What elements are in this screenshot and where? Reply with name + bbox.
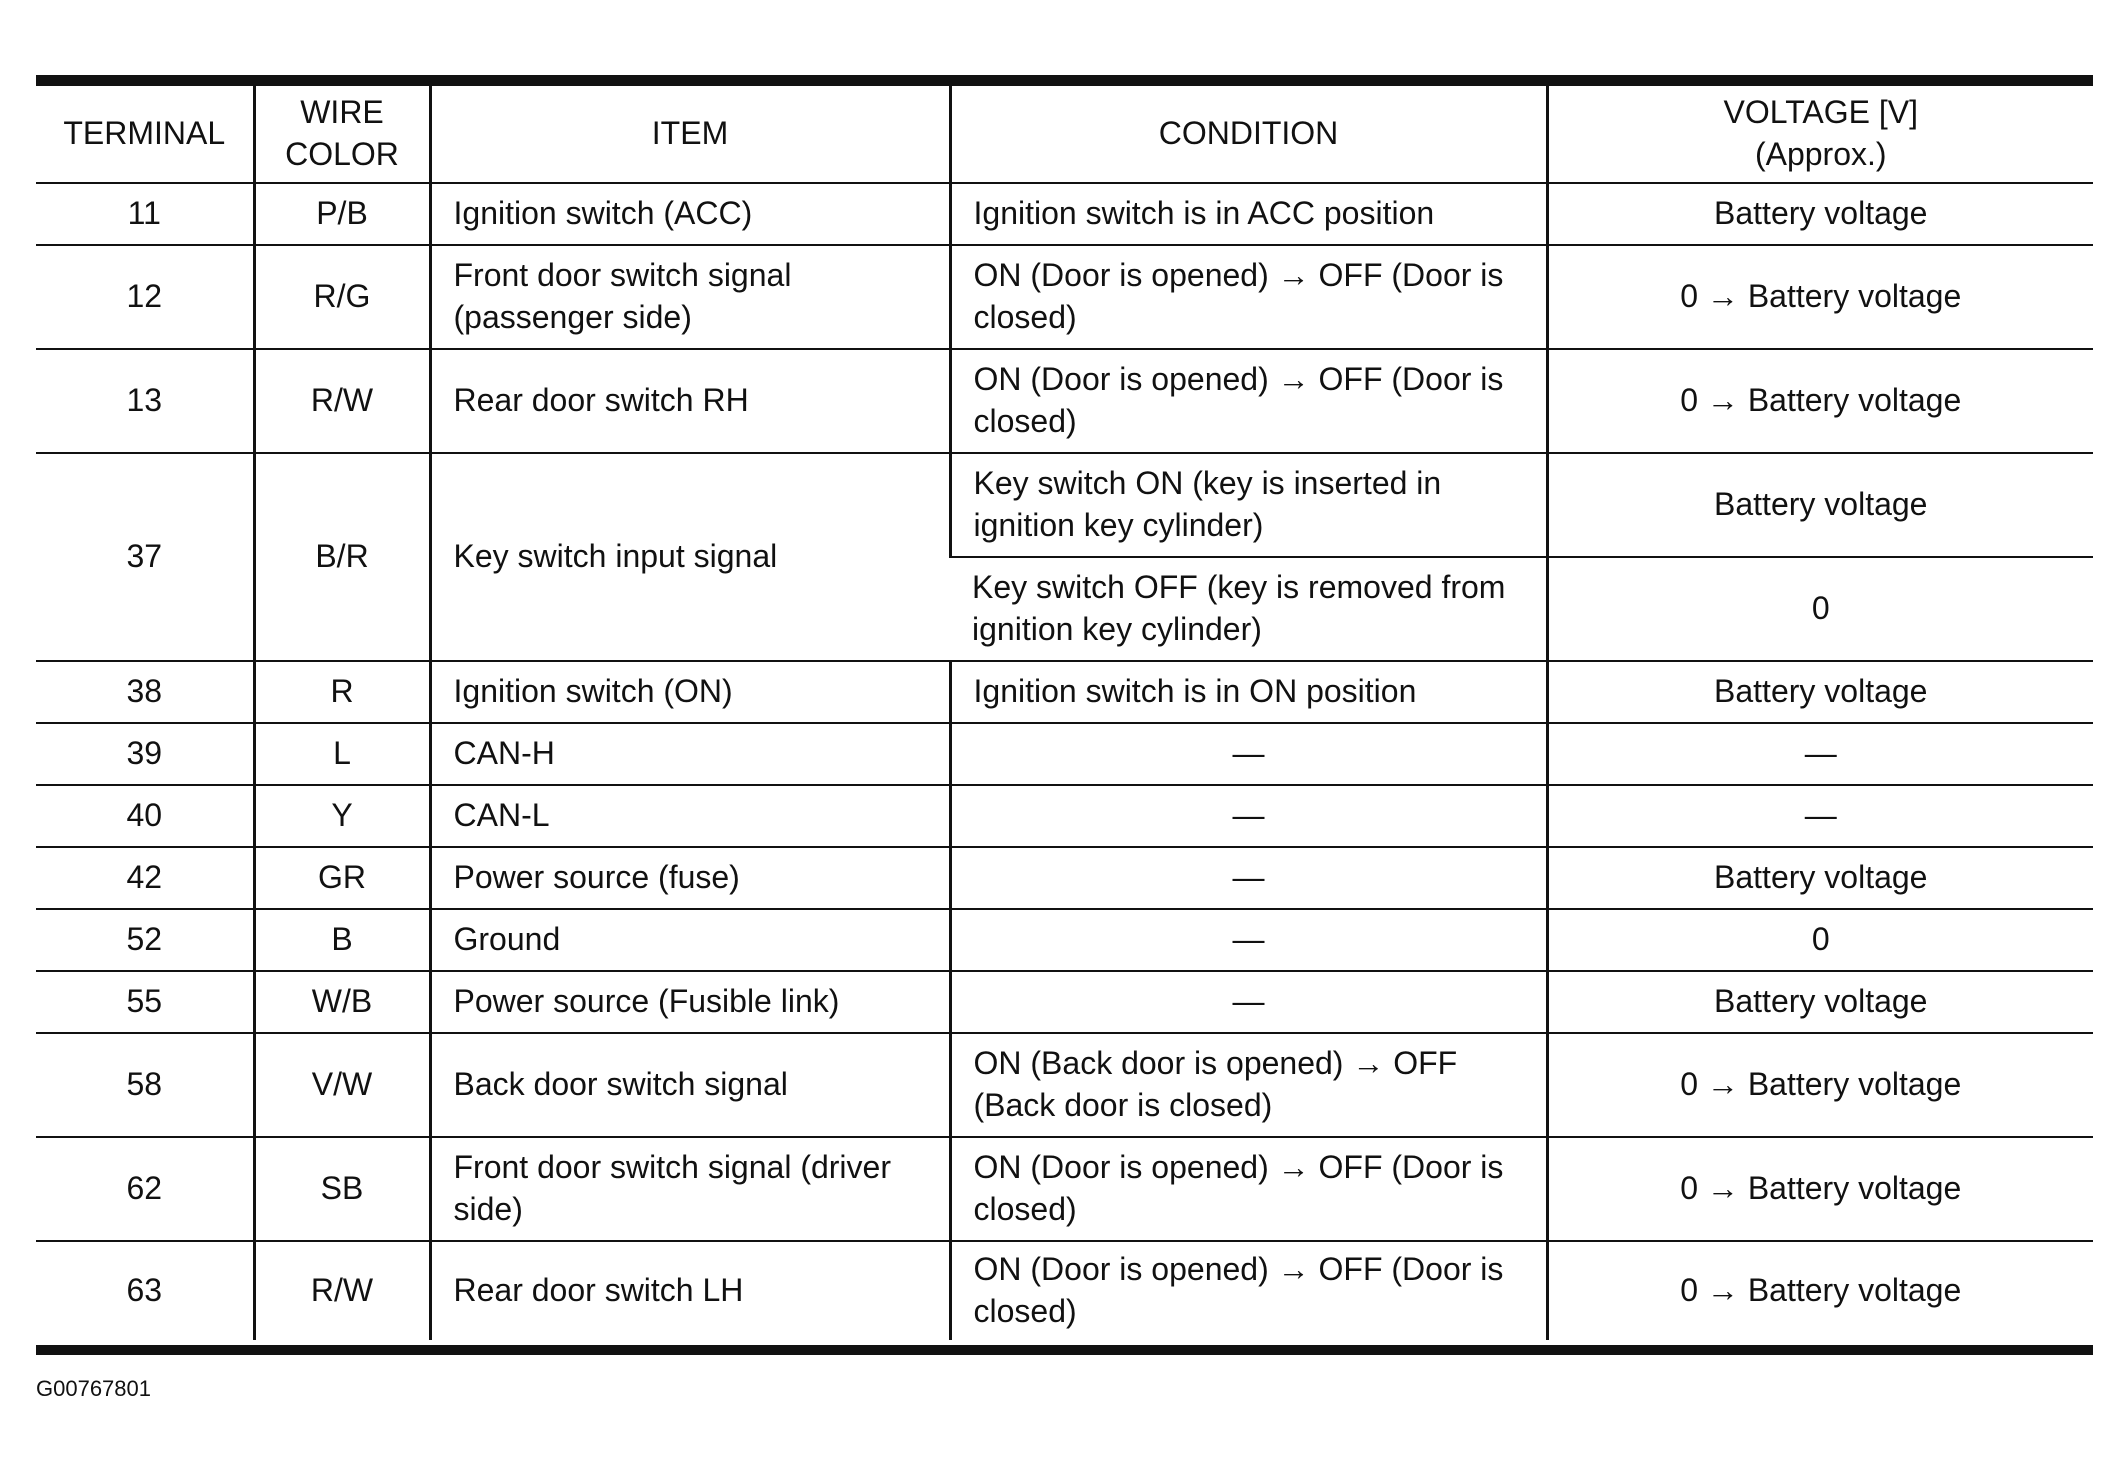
voltage-cell: 0 → Battery voltage <box>1547 1033 2093 1137</box>
condition-cell: Ignition switch is in ACC position <box>950 183 1547 245</box>
item-cell: Back door switch signal <box>430 1033 950 1137</box>
item-cell: Rear door switch RH <box>430 349 950 453</box>
condition-cell: — <box>950 723 1547 785</box>
voltage-cell: 0 → Battery voltage <box>1547 1137 2093 1241</box>
voltage-cell: — <box>1547 785 2093 847</box>
voltage-cell: 0 <box>1547 557 2093 661</box>
item-cell: Power source (fuse) <box>430 847 950 909</box>
header-voltage: VOLTAGE [V] (Approx.) <box>1547 86 2093 183</box>
table-row <box>36 1137 2093 1241</box>
table-row <box>36 723 2093 785</box>
table-row <box>36 1241 2093 1340</box>
table-row <box>36 909 2093 971</box>
terminal-cell: 37 <box>36 453 254 661</box>
voltage-cell: Battery voltage <box>1547 847 2093 909</box>
condition-cell: — <box>950 785 1547 847</box>
wire-color-cell: W/B <box>254 971 430 1033</box>
condition-cell: — <box>950 909 1547 971</box>
wire-color-cell: P/B <box>254 183 430 245</box>
header-condition: CONDITION <box>950 86 1547 183</box>
item-cell: CAN-H <box>430 723 950 785</box>
header-wire-color: WIRE COLOR <box>254 86 430 183</box>
item-cell: Power source (Fusible link) <box>430 971 950 1033</box>
figure-id-caption: G00767801 <box>36 1376 151 1401</box>
table-row <box>36 245 2093 349</box>
wire-color-cell: GR <box>254 847 430 909</box>
item-cell: Rear door switch LH <box>430 1241 950 1340</box>
terminal-cell: 40 <box>36 785 254 847</box>
table-row <box>36 847 2093 909</box>
table-row <box>36 971 2093 1033</box>
wire-color-cell: V/W <box>254 1033 430 1137</box>
terminal-cell: 58 <box>36 1033 254 1137</box>
voltage-cell: Battery voltage <box>1547 453 2093 557</box>
item-cell: Ignition switch (ON) <box>430 661 950 723</box>
table-top-rule <box>36 75 2093 86</box>
header-terminal: TERMINAL <box>36 86 254 183</box>
voltage-cell: 0 → Battery voltage <box>1547 1241 2093 1340</box>
terminal-cell: 63 <box>126 1272 163 1309</box>
table-row <box>36 453 2093 557</box>
table-row <box>36 661 2093 723</box>
voltage-cell: 0 → Battery voltage <box>1547 349 2093 453</box>
wire-color-cell: R/G <box>254 245 430 349</box>
condition-cell: ON (Door is opened) → OFF (Door is closed) <box>950 245 1547 349</box>
condition-cell: — <box>950 847 1547 909</box>
item-cell: Key switch input signal <box>430 453 950 661</box>
wire-color-cell: B <box>254 909 430 971</box>
voltage-cell: Battery voltage <box>1547 183 2093 245</box>
header-row <box>36 86 2093 183</box>
terminal-cell: 38 <box>36 661 254 723</box>
terminal-cell: 12 <box>36 245 254 349</box>
terminal-cell: 39 <box>36 723 254 785</box>
terminal-cell: 55 <box>36 971 254 1033</box>
voltage-cell: Battery voltage <box>1547 971 2093 1033</box>
wire-color-cell: B/R <box>254 453 430 661</box>
terminal-spec-table <box>36 86 2093 1340</box>
header-item: ITEM <box>430 86 950 183</box>
table-row <box>36 785 2093 847</box>
condition-cell: Key switch OFF (key is removed from ignition key cylinder) <box>950 557 1547 661</box>
item-cell: Ignition switch (ACC) <box>430 183 950 245</box>
wire-color-cell: L <box>254 723 430 785</box>
condition-cell: ON (Door is opened) → OFF (Door is closed) <box>950 349 1547 453</box>
table-row <box>36 349 2093 453</box>
wire-color-cell: R <box>254 661 430 723</box>
terminal-cell: 62 <box>36 1137 254 1241</box>
voltage-cell: — <box>1547 723 2093 785</box>
voltage-cell: 0 → Battery voltage <box>1547 245 2093 349</box>
condition-cell: Key switch ON (key is inserted in ignition key cylinder) <box>950 453 1547 557</box>
item-cell: Front door switch signal (driver side) <box>430 1137 950 1241</box>
item-cell: Ground <box>430 909 950 971</box>
condition-cell: ON (Back door is opened) → OFF (Back door is closed) <box>950 1033 1547 1137</box>
wire-color-cell: SB <box>254 1137 430 1241</box>
table-row <box>36 1033 2093 1137</box>
terminal-cell: 52 <box>36 909 254 971</box>
condition-cell: — <box>950 971 1547 1033</box>
item-cell: Front door switch signal (passenger side) <box>430 245 950 349</box>
wire-color-cell: R/W <box>254 349 430 453</box>
voltage-cell: 0 <box>1547 909 2093 971</box>
table-row <box>36 183 2093 245</box>
condition-cell: ON (Door is opened) → OFF (Door is closed) <box>950 1241 1547 1340</box>
wire-color-cell: R/W <box>254 1241 430 1340</box>
condition-cell: ON (Door is opened) → OFF (Door is closed) <box>950 1137 1547 1241</box>
terminal-cell: 13 <box>36 349 254 453</box>
terminal-cell: 11 <box>36 183 254 245</box>
item-cell: CAN-L <box>430 785 950 847</box>
wire-color-cell: Y <box>254 785 430 847</box>
table-bottom-rule <box>36 1345 2093 1355</box>
condition-cell: Ignition switch is in ON position <box>950 661 1547 723</box>
terminal-cell: 42 <box>36 847 254 909</box>
voltage-cell: Battery voltage <box>1547 661 2093 723</box>
